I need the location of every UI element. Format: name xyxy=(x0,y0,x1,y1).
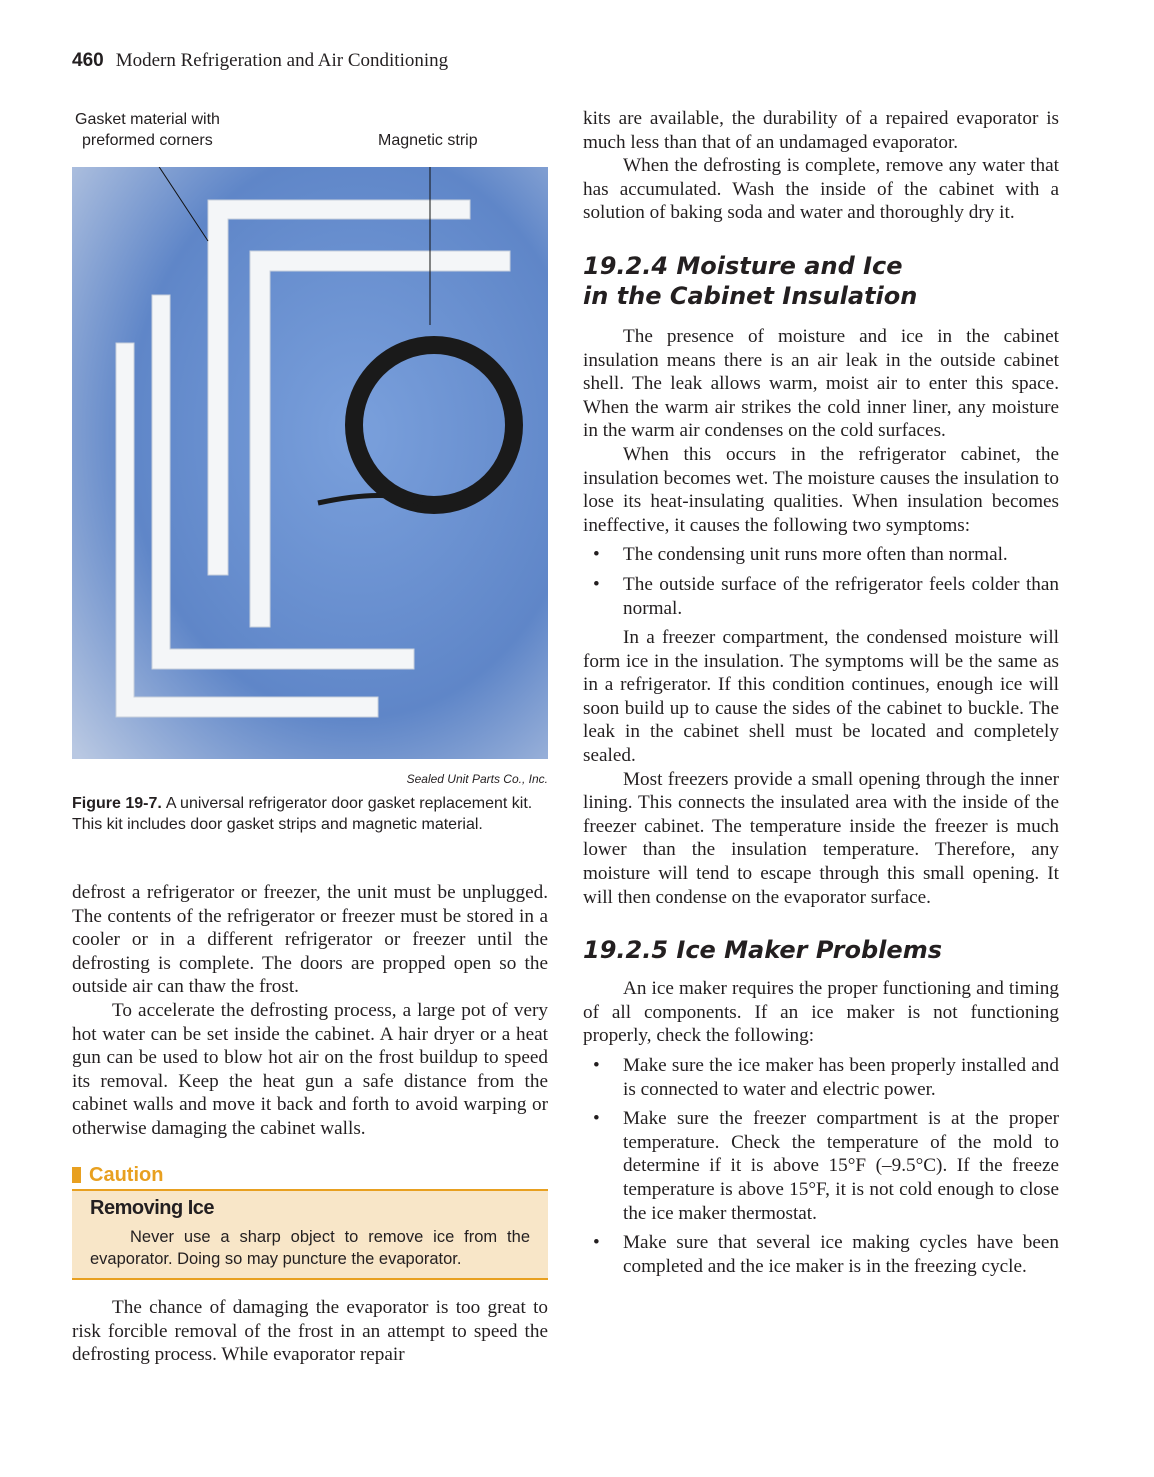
label-gasket-line2: preformed corners xyxy=(82,132,213,149)
figure-label: Figure 19-7. xyxy=(72,795,162,812)
list-item: • The outside surface of the refrigerator feels colder than normal. xyxy=(583,573,1059,620)
caution-box xyxy=(72,1189,548,1281)
paragraph: Most freezers provide a small opening through the inner lining. This connects the insulated area with the inside of the freezer cabinet. The temperature inside the freezer is much lower than the insulation temperature. Therefore, any moisture will tend to escape through this small opening. It will then condense on the evaporator surface. xyxy=(583,768,1059,908)
section-heading-19-2-4 xyxy=(583,251,1059,311)
caution-bar-icon xyxy=(72,1167,81,1183)
label-magnetic-strip: Magnetic strip xyxy=(378,132,478,149)
right-column xyxy=(583,107,1059,1284)
list-item: • Make sure that several ice making cycles have been completed and the ice maker is in the freezing cycle. xyxy=(583,1231,1059,1278)
list-item: • The condensing unit runs more often than normal. xyxy=(583,543,1059,567)
paragraph: The chance of damaging the evaporator is too great to risk forcible removal of the frost in an attempt to speed the defrosting process. While evaporator repair xyxy=(72,1297,548,1366)
book-title: Modern Refrigeration and Air Conditioning xyxy=(115,50,449,71)
paragraph: When the defrosting is complete, remove any water that has accumulated. Wash the inside of the cabinet with a solution of baking soda and water and thoroughly dry it. xyxy=(583,155,1059,224)
list-item: • Make sure the ice maker has been properly installed and is connected to water and electric power. xyxy=(583,1054,1059,1101)
label-gasket-line1: Gasket material with xyxy=(75,111,220,128)
paragraph: The presence of moisture and ice in the cabinet insulation means there is an air leak in the outside cabinet shell. The leak allows warm, moist air to enter this space. When the warm air strikes the cold inner liner, any moisture in the warm air condenses on the cold surfaces. xyxy=(583,325,1059,442)
page-number: 460 xyxy=(72,50,104,71)
running-header xyxy=(72,50,448,72)
caution-note xyxy=(72,1163,548,1281)
section-heading-19-2-5: 19.2.5 Ice Maker Problems xyxy=(583,936,942,965)
label-gasket xyxy=(75,109,220,151)
list-item: • Make sure the freezer compartment is at the proper temperature. Check the temperature of the mold to determine if it is above 15°F (–9.5°C). If the freeze temperature is above 15°F, it is not cold enough to close the ice maker thermostat. xyxy=(583,1107,1059,1225)
paragraph: In a freezer compartment, the condensed moisture will form ice in the insulation. The symptoms will be the same as in a refrigerator. If this condition continues, enough ice will soon build up to cause the sides of the cabinet to buckle. The leak in the cabinet shell must be located and completely sealed. xyxy=(583,627,1059,767)
left-column xyxy=(72,881,548,1367)
photo-credit: Sealed Unit Parts Co., Inc. xyxy=(406,772,548,786)
caution-text: Never use a sharp object to remove ice from the evaporator. Doing so may puncture the evaporator. xyxy=(90,1228,530,1269)
paragraph: kits are available, the durability of a repaired evaporator is much less than that of an undamaged evaporator. xyxy=(583,108,1059,153)
caution-title: Removing Ice xyxy=(90,1196,215,1219)
paragraph: To accelerate the defrosting process, a large pot of very hot water can be set inside the cabinet. A hair dryer or a heat gun can be used to blow hot air on the frost buildup to speed its removal. Keep the heat gun a safe distance from the cabinet walls and move it back and forth to avoid warping or otherwise damaging the cabinet walls. xyxy=(72,999,548,1139)
symptom-list xyxy=(583,543,1059,620)
heading-line: in the Cabinet Insulation xyxy=(583,281,918,310)
figure-caption xyxy=(72,793,548,835)
caution-heading xyxy=(72,1163,548,1187)
paragraph: defrost a refrigerator or freezer, the unit must be unplugged. The contents of the refrigerator or freezer must be stored in a cooler or in a different refrigerator or freezer until the defrosting is complete. The doors are propped open so the outside air can thaw the frost. xyxy=(72,882,548,998)
heading-line: 19.2.4 Moisture and Ice xyxy=(583,251,903,280)
paragraph: An ice maker requires the proper functioning and timing of all components. If an ice maker is not functioning properly, check the following: xyxy=(583,978,1059,1047)
caution-label: Caution xyxy=(89,1163,164,1186)
check-list xyxy=(583,1054,1059,1278)
gasket-kit-photo xyxy=(72,167,548,759)
paragraph: When this occurs in the refrigerator cabinet, the insulation becomes wet. The moisture causes the insulation to lose its heat-insulating qualities. When insulation becomes ineffective, it causes the following two symptoms: xyxy=(583,443,1059,536)
caption-text: A universal refrigerator door gasket replacement kit. This kit includes door gasket strips and magnetic material. xyxy=(72,795,533,833)
